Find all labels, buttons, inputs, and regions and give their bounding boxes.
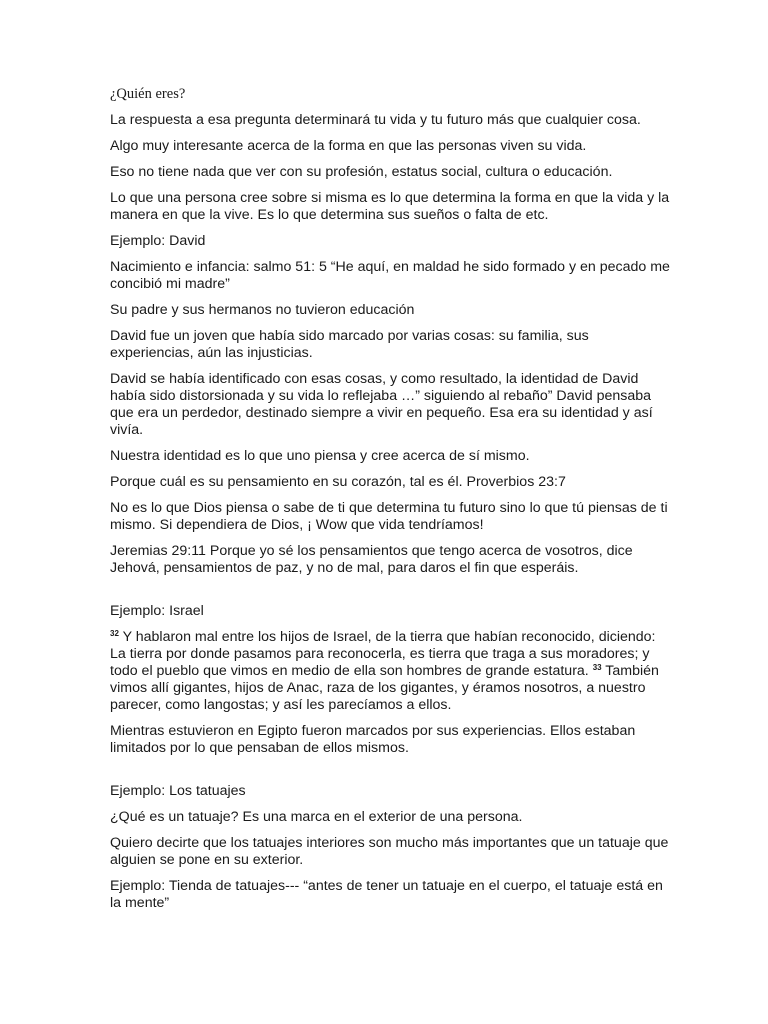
paragraph: La respuesta a esa pregunta determinará tu vida y tu futuro más que cualquier cosa. — [110, 112, 641, 128]
paragraph: David fue un joven que había sido marcado por varias cosas: su familia, sus experiencias, aún las injusticias. — [110, 328, 589, 361]
paragraph: Porque cuál es su pensamiento en su corazón, tal es él. Proverbios 23:7 — [110, 474, 566, 490]
bible-verse-block — [110, 629, 670, 714]
example-heading-israel: Ejemplo: Israel — [110, 603, 204, 619]
paragraph: Nuestra identidad es lo que uno piensa y cree acerca de sí mismo. — [110, 448, 530, 464]
paragraph: Quiero decirte que los tatuajes interiores son mucho más importantes que un tatuaje que alguien se pone en su exterior. — [110, 835, 669, 868]
document-title: ¿Quién eres? — [110, 86, 186, 102]
verse-number: 33 — [592, 663, 602, 672]
verse-text: Y hablaron mal entre los hijos de Israel, de la tierra que habían reconocido, diciendo: La tierra por donde pasamos para reconocerla, es tierra que traga a sus moradores; y todo el pueblo que vimos en medio de ella son hombres de grande estatura. — [110, 629, 656, 679]
paragraph: Lo que una persona cree sobre si misma es lo que determina la forma en que la vida y la manera en que la vive. Es lo que determina sus sueños o falta de etc. — [110, 190, 670, 223]
paragraph: Nacimiento e infancia: salmo 51: 5 “He aquí, en maldad he sido formado y en pecado me concibió mi madre” — [110, 259, 670, 292]
verse-number: 32 — [110, 629, 119, 638]
paragraph: Eso no tiene nada que ver con su profesión, estatus social, cultura o educación. — [110, 164, 613, 180]
paragraph: Mientras estuvieron en Egipto fueron marcados por sus experiencias. Ellos estaban limitados por lo que pensaban de ellos mismos. — [110, 723, 636, 756]
paragraph: Su padre y sus hermanos no tuvieron educación — [110, 302, 415, 318]
paragraph: Jeremias 29:11 Porque yo sé los pensamientos que tengo acerca de vosotros, dice Jehová, pensamientos de paz, y no de mal, para daros el fin que esperáis. — [110, 543, 633, 576]
document-body — [110, 86, 670, 921]
verse-text: También vimos allí gigantes, hijos de Anac, raza de los gigantes, y éramos nosotros, a nuestro parecer, como langostas; y así les parecíamos a ellos. — [110, 663, 659, 713]
example-heading-david: Ejemplo: David — [110, 233, 206, 249]
paragraph: ¿Qué es un tatuaje? Es una marca en el exterior de una persona. — [110, 809, 523, 825]
paragraph: David se había identificado con esas cosas, y como resultado, la identidad de David había sido distorsionada y su vida lo reflejaba …” siguiendo al rebaño” David pensaba que era un perdedor, destinado siempre a vivir en pequeño. Esa era su identidad y así vivía. — [110, 371, 653, 438]
paragraph: Ejemplo: Tienda de tatuajes--- “antes de tener un tatuaje en el cuerpo, el tatuaje está en la mente” — [110, 878, 663, 911]
paragraph: No es lo que Dios piensa o sabe de ti que determina tu futuro sino lo que tú piensas de ti mismo. Si dependiera de Dios, ¡ Wow que vida tendríamos! — [110, 500, 668, 533]
paragraph: Algo muy interesante acerca de la forma en que las personas viven su vida. — [110, 138, 587, 154]
example-heading-tatuajes: Ejemplo: Los tatuajes — [110, 783, 246, 799]
